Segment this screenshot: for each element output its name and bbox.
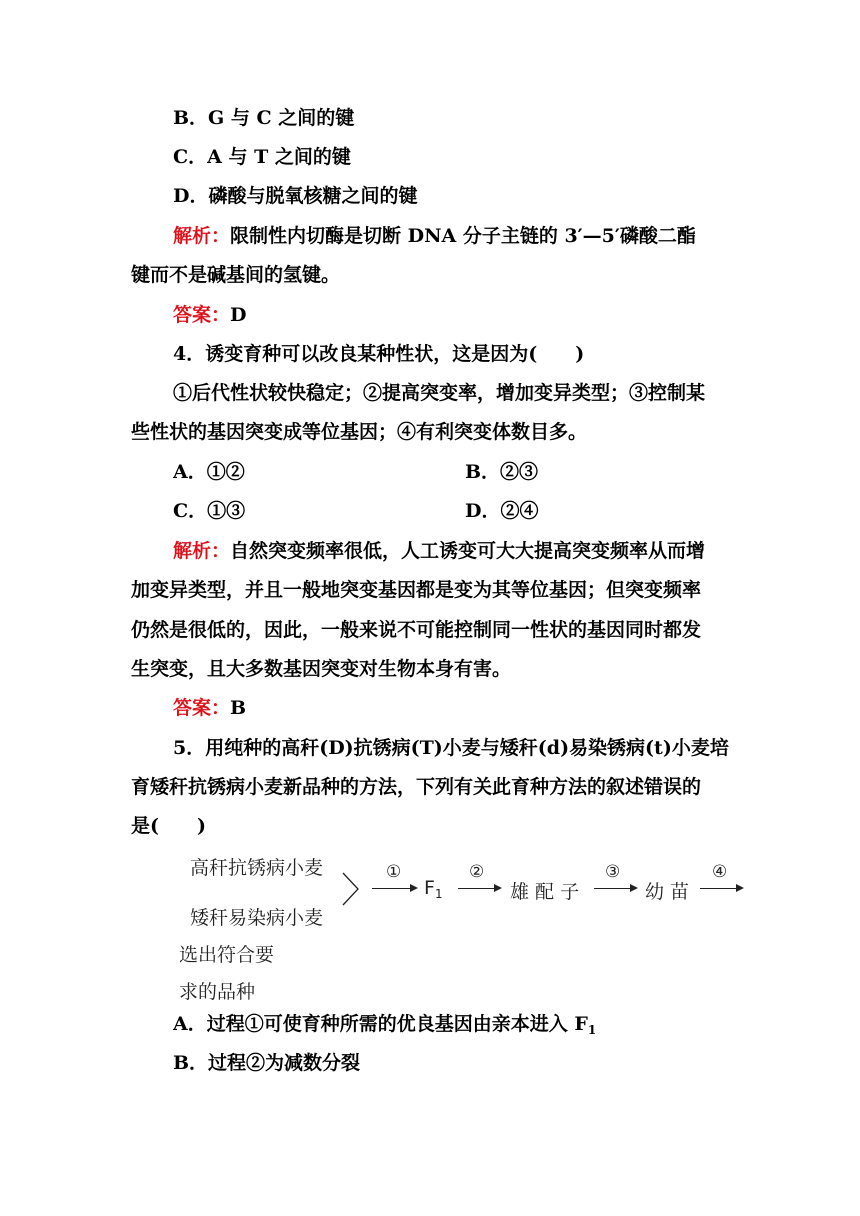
analysis-label: 解析： (173, 225, 231, 247)
diagram-arrow-2 (458, 888, 500, 889)
diagram-merge-bracket (342, 872, 360, 906)
q3-option-d: D．磷酸与脱氧核糖之间的键 (173, 185, 418, 207)
q4-analysis-line1 (173, 537, 705, 565)
q4-option-d: D．②④ (465, 500, 539, 522)
diagram-seedling: 幼 苗 (645, 881, 690, 903)
q4-analysis-line2: 加变异类型，并且一般地突变基因都是变为其等位基因；但突变频率 (131, 579, 702, 601)
q4-option-a: A．①② (173, 461, 245, 483)
diagram-parent-tall-resistant: 高秆抗锈病小麦 (190, 857, 324, 879)
q4-answer (173, 694, 246, 722)
diagram-step-4: ④ (712, 862, 728, 882)
q4-statement-line1: ①后代性状较快稳定；②提高突变率，增加变异类型；③控制某 (173, 382, 706, 404)
diagram-step-3: ③ (605, 862, 621, 882)
q3-answer (173, 301, 247, 329)
diagram-arrow-4 (700, 888, 742, 889)
q4-option-b: B．②③ (465, 461, 539, 483)
q5-stem-line3: 是( ) (131, 815, 206, 837)
diagram-result-line2: 求的品种 (179, 981, 256, 1003)
diagram-step-2: ② (469, 862, 485, 882)
diagram-parent-short-susceptible: 矮秆易染病小麦 (190, 907, 324, 929)
f1-subscript: 1 (434, 887, 443, 901)
q5-stem-line2: 育矮秆抗锈病小麦新品种的方法，下列有关此育种方法的叙述错误的 (131, 776, 702, 798)
answer-value: B (230, 697, 247, 719)
q5-option-b: B．过程②为减数分裂 (173, 1052, 361, 1074)
q4-stem: 4．诱变育种可以改良某种性状，这是因为( ) (173, 343, 585, 365)
diagram-arrow-1 (372, 888, 416, 889)
answer-value: D (230, 304, 247, 326)
diagram-f1 (424, 877, 443, 901)
q4-option-c: C．①③ (173, 500, 246, 522)
q3-analysis-line1 (173, 222, 731, 250)
q4-analysis-line4: 生突变，且大多数基因突变对生物本身有害。 (131, 658, 512, 680)
q4-analysis-line3: 仍然是很低的，因此，一般来说不可能控制同一性状的基因同时都发 (131, 619, 702, 641)
f1-label: F (424, 877, 435, 899)
diagram-result-line1: 选出符合要 (179, 944, 275, 966)
q4-statement-line2: 些性状的基因突变成等位基因；④有利突变体数目多。 (131, 421, 588, 443)
diagram-male-gamete: 雄 配 子 (510, 881, 580, 903)
q3-option-b: B．G 与 C 之间的键 (173, 107, 355, 129)
q5-option-a-text: A．过程①可使育种所需的优良基因由亲本进入 F (173, 1013, 588, 1035)
q3-option-c: C．A 与 T 之间的键 (173, 146, 351, 168)
q5-option-a (173, 1010, 596, 1044)
diagram-arrow-3 (594, 888, 636, 889)
answer-label: 答案： (173, 304, 231, 326)
q5-option-a-subscript: 1 (587, 1023, 597, 1037)
analysis-text: 自然突变频率很低，人工诱变可大大提高突变频率从而增 (230, 540, 706, 562)
analysis-text: 限制性内切酶是切断 DNA 分子主链的 3′—5′磷酸二酯 (230, 225, 696, 247)
analysis-label: 解析： (173, 540, 231, 562)
answer-label: 答案： (173, 697, 231, 719)
diagram-step-1: ① (386, 862, 402, 882)
q3-analysis-line2: 键而不是碱基间的氢键。 (131, 264, 341, 286)
q5-stem-line1: 5．用纯种的高秆(D)抗锈病(T)小麦与矮秆(d)易染锈病(t)小麦培 (173, 737, 729, 759)
